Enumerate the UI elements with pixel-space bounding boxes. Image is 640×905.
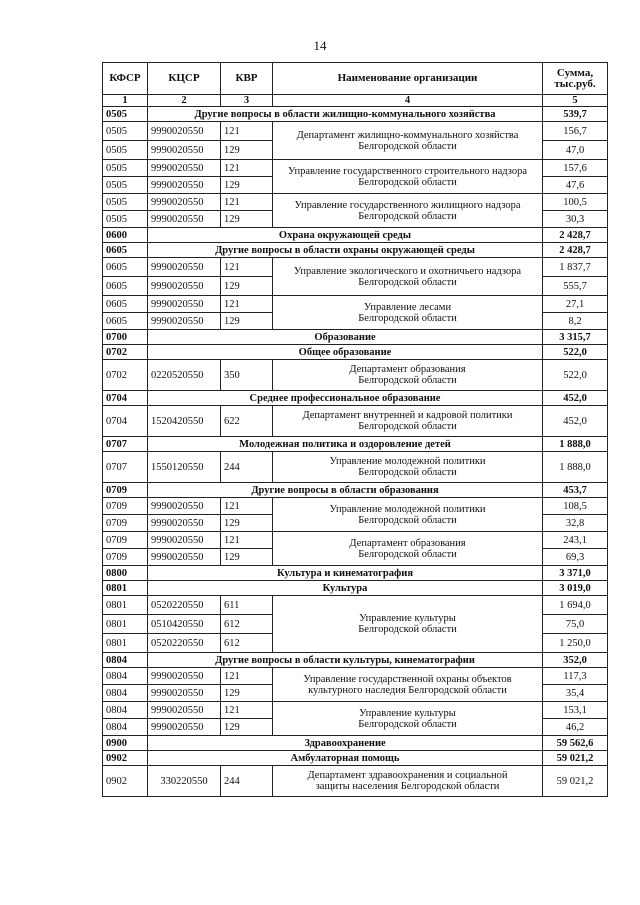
cell-organization-name [273, 766, 543, 797]
table-row [103, 296, 608, 313]
cell-kcsr: 1550120550 [148, 452, 221, 483]
organization-name-line: Белгородской области [358, 514, 457, 526]
cell-kcsr: 9990020550 [148, 313, 221, 330]
cell-kcsr: 9990020550 [148, 160, 221, 177]
cell-kfsr: 0801 [103, 615, 148, 634]
cell-kcsr: 330220550 [148, 766, 221, 797]
cell-kvr: 121 [221, 296, 273, 313]
cell-kfsr: 0700 [103, 330, 148, 345]
table-row [103, 360, 608, 391]
cell-sum: 35,4 [543, 685, 608, 702]
cell-section-name: Амбулаторная помощь [148, 751, 543, 766]
section-row [103, 391, 608, 406]
cell-kfsr: 0600 [103, 228, 148, 243]
cell-kfsr: 0704 [103, 391, 148, 406]
cell-kfsr: 0704 [103, 406, 148, 437]
cell-kcsr: 9990020550 [148, 702, 221, 719]
cell-kcsr: 9990020550 [148, 549, 221, 566]
cell-kcsr: 0510420550 [148, 615, 221, 634]
cell-organization-name [273, 360, 543, 391]
organization-name-line: Белгородской области [358, 140, 457, 152]
cell-sum: 452,0 [543, 391, 608, 406]
table-body [103, 107, 608, 797]
budget-table [102, 62, 608, 797]
cell-organization-name [273, 596, 543, 653]
cell-section-name: Другие вопросы в области образования [148, 483, 543, 498]
cell-kvr: 622 [221, 406, 273, 437]
cell-kvr: 121 [221, 668, 273, 685]
cell-kfsr: 0804 [103, 702, 148, 719]
column-number: 3 [221, 95, 273, 107]
cell-sum: 59 021,2 [543, 751, 608, 766]
organization-name-line: Белгородской области [358, 718, 457, 730]
organization-name-line: Белгородской области [358, 421, 457, 432]
cell-kfsr: 0804 [103, 668, 148, 685]
cell-kfsr: 0505 [103, 177, 148, 194]
table-row [103, 766, 608, 797]
cell-kvr: 350 [221, 360, 273, 391]
cell-kcsr: 9990020550 [148, 515, 221, 532]
cell-sum: 59 562,6 [543, 736, 608, 751]
cell-kvr: 121 [221, 122, 273, 141]
cell-kvr: 611 [221, 596, 273, 615]
cell-kcsr: 9990020550 [148, 296, 221, 313]
cell-sum: 75,0 [543, 615, 608, 634]
cell-kcsr: 0220520550 [148, 360, 221, 391]
section-row [103, 653, 608, 668]
cell-kvr: 129 [221, 549, 273, 566]
cell-sum: 452,0 [543, 406, 608, 437]
cell-sum: 8,2 [543, 313, 608, 330]
cell-kvr: 129 [221, 685, 273, 702]
cell-kfsr: 0505 [103, 211, 148, 228]
cell-sum: 1 694,0 [543, 596, 608, 615]
cell-sum: 100,5 [543, 194, 608, 211]
cell-section-name: Молодежная политика и оздоровление детей [148, 437, 543, 452]
cell-organization-name [273, 452, 543, 483]
cell-sum: 157,6 [543, 160, 608, 177]
cell-section-name: Культура и кинематография [148, 566, 543, 581]
section-row [103, 566, 608, 581]
organization-name-line: Белгородской области [358, 276, 457, 288]
organization-name-line: Департамент жилищно-коммунального хозяйства [296, 129, 519, 141]
cell-kfsr: 0709 [103, 515, 148, 532]
cell-sum: 352,0 [543, 653, 608, 668]
cell-sum: 3 315,7 [543, 330, 608, 345]
cell-kfsr: 0801 [103, 596, 148, 615]
cell-sum: 2 428,7 [543, 228, 608, 243]
cell-kvr: 129 [221, 177, 273, 194]
cell-kvr: 612 [221, 634, 273, 653]
cell-kvr: 129 [221, 719, 273, 736]
cell-kcsr: 9990020550 [148, 122, 221, 141]
organization-name-line: Департамент образования [349, 364, 466, 375]
cell-organization-name [273, 122, 543, 160]
cell-organization-name [273, 194, 543, 228]
cell-kcsr: 9990020550 [148, 532, 221, 549]
cell-kvr: 121 [221, 160, 273, 177]
cell-kvr: 129 [221, 515, 273, 532]
cell-sum: 27,1 [543, 296, 608, 313]
cell-section-name: Другие вопросы в области культуры, кинематографии [148, 653, 543, 668]
cell-kfsr: 0605 [103, 277, 148, 296]
cell-kfsr: 0804 [103, 719, 148, 736]
table-row [103, 122, 608, 141]
cell-kcsr: 9990020550 [148, 498, 221, 515]
section-row [103, 330, 608, 345]
cell-kvr: 129 [221, 211, 273, 228]
table-row [103, 596, 608, 615]
organization-name-line: Белгородской области [358, 176, 457, 188]
organization-name-line: защиты населения Белгородской области [315, 781, 500, 792]
cell-sum: 1 888,0 [543, 452, 608, 483]
cell-kcsr: 9990020550 [148, 277, 221, 296]
cell-section-name: Охрана окружающей среды [148, 228, 543, 243]
cell-section-name: Культура [148, 581, 543, 596]
cell-kvr: 244 [221, 452, 273, 483]
organization-name-line: Управление государственного жилищного надзора [294, 199, 521, 211]
cell-kfsr: 0801 [103, 581, 148, 596]
cell-kfsr: 0707 [103, 452, 148, 483]
cell-kcsr: 9990020550 [148, 177, 221, 194]
cell-kfsr: 0605 [103, 258, 148, 277]
cell-kfsr: 0800 [103, 566, 148, 581]
table-row [103, 194, 608, 211]
section-row [103, 736, 608, 751]
table-row [103, 668, 608, 685]
cell-kfsr: 0505 [103, 160, 148, 177]
cell-kcsr: 9990020550 [148, 194, 221, 211]
organization-name-line: Управление молодежной политики [329, 503, 486, 515]
cell-kvr: 121 [221, 258, 273, 277]
cell-sum: 1 250,0 [543, 634, 608, 653]
organization-name-line: Белгородской области [358, 624, 457, 635]
cell-kfsr: 0707 [103, 437, 148, 452]
cell-sum: 59 021,2 [543, 766, 608, 797]
cell-sum: 46,2 [543, 719, 608, 736]
cell-kfsr: 0900 [103, 736, 148, 751]
organization-name-line: Управление молодежной политики [329, 456, 486, 467]
cell-kvr: 121 [221, 194, 273, 211]
table-row [103, 452, 608, 483]
section-row [103, 751, 608, 766]
cell-kfsr: 0605 [103, 243, 148, 258]
cell-kfsr: 0709 [103, 483, 148, 498]
cell-sum: 522,0 [543, 360, 608, 391]
section-row [103, 243, 608, 258]
cell-organization-name [273, 296, 543, 330]
header-name: Наименование организации [273, 63, 543, 95]
organization-name-line: Белгородской области [358, 548, 457, 560]
cell-sum: 453,7 [543, 483, 608, 498]
organization-name-line: Белгородской области [358, 210, 457, 222]
cell-section-name: Среднее профессиональное образование [148, 391, 543, 406]
table-row [103, 498, 608, 515]
cell-sum: 2 428,7 [543, 243, 608, 258]
cell-kvr: 121 [221, 702, 273, 719]
table-row [103, 702, 608, 719]
organization-name-line: Белгородской области [358, 375, 457, 386]
cell-kcsr: 9990020550 [148, 668, 221, 685]
column-number: 5 [543, 95, 608, 107]
header-kfsr: КФСР [103, 63, 148, 95]
cell-sum: 32,8 [543, 515, 608, 532]
cell-kvr: 121 [221, 498, 273, 515]
cell-kvr: 129 [221, 313, 273, 330]
cell-organization-name [273, 498, 543, 532]
cell-section-name: Другие вопросы в области охраны окружающей среды [148, 243, 543, 258]
organization-name-line: Департамент образования [349, 537, 466, 549]
cell-kfsr: 0709 [103, 549, 148, 566]
cell-kfsr: 0702 [103, 345, 148, 360]
cell-kfsr: 0505 [103, 141, 148, 160]
cell-kcsr: 9990020550 [148, 211, 221, 228]
organization-name-line: культурного наследия Белгородской области [308, 684, 507, 696]
section-row [103, 345, 608, 360]
cell-kfsr: 0902 [103, 751, 148, 766]
cell-kfsr: 0702 [103, 360, 148, 391]
cell-kfsr: 0902 [103, 766, 148, 797]
cell-kvr: 121 [221, 532, 273, 549]
cell-kfsr: 0505 [103, 122, 148, 141]
cell-kfsr: 0709 [103, 498, 148, 515]
cell-kfsr: 0709 [103, 532, 148, 549]
organization-name-line: Белгородской области [358, 312, 457, 324]
cell-organization-name [273, 160, 543, 194]
table-header-row [103, 63, 608, 95]
cell-section-name: Другие вопросы в области жилищно-коммунального хозяйства [148, 107, 543, 122]
cell-sum: 108,5 [543, 498, 608, 515]
column-number: 4 [273, 95, 543, 107]
cell-section-name: Общее образование [148, 345, 543, 360]
cell-kvr: 129 [221, 141, 273, 160]
cell-kfsr: 0801 [103, 634, 148, 653]
cell-organization-name [273, 532, 543, 566]
cell-kcsr: 1520420550 [148, 406, 221, 437]
organization-name-line: Управление экологического и охотничьего надзора [293, 265, 522, 277]
organization-name-line: Белгородской области [358, 467, 457, 478]
organization-name-line: Департамент внутренней и кадровой политики [302, 410, 513, 421]
cell-kfsr: 0804 [103, 653, 148, 668]
header-sum-line1: Сумма, [556, 66, 594, 79]
organization-name-line: Департамент здравоохранения и социальной [307, 770, 508, 781]
cell-kfsr: 0605 [103, 296, 148, 313]
cell-sum: 243,1 [543, 532, 608, 549]
header-sum-line2: тыс.руб. [554, 77, 596, 90]
cell-sum: 3 019,0 [543, 581, 608, 596]
cell-sum: 117,3 [543, 668, 608, 685]
cell-sum: 47,6 [543, 177, 608, 194]
cell-kcsr: 0520220550 [148, 634, 221, 653]
header-sum [543, 63, 608, 95]
section-row [103, 437, 608, 452]
table-row [103, 160, 608, 177]
cell-sum: 3 371,0 [543, 566, 608, 581]
table-row [103, 532, 608, 549]
cell-kcsr: 0520220550 [148, 596, 221, 615]
cell-sum: 153,1 [543, 702, 608, 719]
header-kcsr: КЦСР [148, 63, 221, 95]
cell-sum: 539,7 [543, 107, 608, 122]
cell-kcsr: 9990020550 [148, 685, 221, 702]
table-row [103, 406, 608, 437]
header-kvr: КВР [221, 63, 273, 95]
cell-section-name: Образование [148, 330, 543, 345]
cell-organization-name [273, 406, 543, 437]
column-number: 1 [103, 95, 148, 107]
cell-sum: 555,7 [543, 277, 608, 296]
cell-kfsr: 0505 [103, 107, 148, 122]
section-row [103, 107, 608, 122]
cell-sum: 30,3 [543, 211, 608, 228]
cell-kcsr: 9990020550 [148, 258, 221, 277]
organization-name-line: Управление государственной охраны объектов [303, 673, 512, 685]
organization-name-line: Управление лесами [363, 301, 452, 313]
section-row [103, 228, 608, 243]
cell-kvr: 612 [221, 615, 273, 634]
cell-organization-name [273, 702, 543, 736]
cell-sum: 1 837,7 [543, 258, 608, 277]
cell-section-name: Здравоохранение [148, 736, 543, 751]
page-number: 14 [313, 38, 327, 53]
organization-name-line: Управление культуры [359, 707, 456, 719]
section-row [103, 581, 608, 596]
cell-sum: 156,7 [543, 122, 608, 141]
cell-kvr: 129 [221, 277, 273, 296]
cell-organization-name [273, 668, 543, 702]
cell-kfsr: 0505 [103, 194, 148, 211]
cell-kfsr: 0605 [103, 313, 148, 330]
column-number: 2 [148, 95, 221, 107]
cell-kvr: 244 [221, 766, 273, 797]
cell-sum: 69,3 [543, 549, 608, 566]
cell-sum: 1 888,0 [543, 437, 608, 452]
cell-kcsr: 9990020550 [148, 719, 221, 736]
cell-kcsr: 9990020550 [148, 141, 221, 160]
section-row [103, 483, 608, 498]
cell-sum: 522,0 [543, 345, 608, 360]
column-number-row [103, 95, 608, 107]
cell-kfsr: 0804 [103, 685, 148, 702]
table-row [103, 258, 608, 277]
organization-name-line: Управление культуры [359, 613, 456, 624]
cell-sum: 47,0 [543, 141, 608, 160]
cell-organization-name [273, 258, 543, 296]
organization-name-line: Управление государственного строительного надзора [288, 165, 527, 177]
